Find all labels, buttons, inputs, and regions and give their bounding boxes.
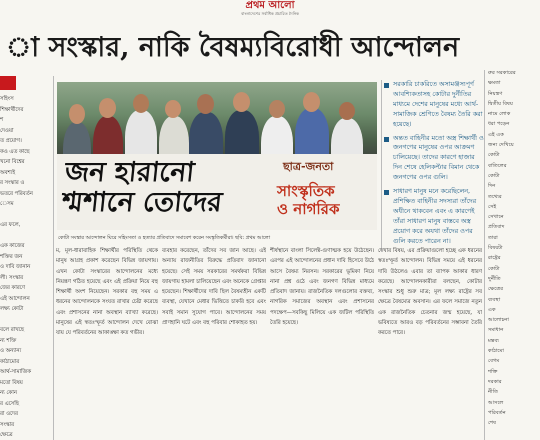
article-column-2: ব্যবহার করেছেন, তাঁদের সব জান আছে। এই অন্যায় রাজনীতির বিরুদ্ধে প্রতিবাদ জানানো হয়েছে। সেই সময় সরকারের সমর্থকরা বিভিন্ন জায়গায় হামলা চালিয়েছেন এবং অনেকে গ্রেপ্তার হয়েছেন। শিক্ষার্থীদের দাবি ছিল বৈষম্যহীন একটি ব্যবস্থা, যেখানে মেধার ভিত্তিতে চাকরি হবে এবং সবাই সমান সুযোগ পাবে। আন্দোলনের সময় প্রাণহানি ঘটে এবং বহু পরিবার শোকাহত হয়।: [162, 248, 266, 327]
highlight-text: অন্তত বাহিনীর মতো অস্ত্র শিক্ষার্থী ও জনগণের মানুষের ওপর আক্রমণ চালিয়েছে। তাদের কারণে হাজার দিন শেষে হেলিকপ্টার বিমান থেকে জনগণের ওপর গুলি।: [393, 133, 484, 182]
left-column-line: ন্য কোন: [0, 390, 17, 396]
article-column-1: ম, মূল-ধারাবাহিক শিক্ষার্থীর পরিস্থিতি থেকে মানুষ আগ্রহ প্রকাশ করেছেন বিভিন্ন জায়গায়। এখন কোটা সংস্কারের আন্দোলনের মধ্যে নিয়ন্ত্রণ গঠিত হয়েছে এবং এই প্রক্রিয়া নিয়ে বহু শিক্ষার্থী অংশ নিয়েছেন। সরকার বহু সময় এ ধরনের আন্দোলনকে সংযত রাখার চেষ্টা করেছে এবং প্রশাসনের নানা অবস্থান ব্যাখ্যা করেছে। মানুষের এই স্বতঃস্ফূর্ত আন্দোলন দেখে বোঝা যায় যে পরিবর্তনের আকাঙ্ক্ষা কত গভীর।: [56, 248, 158, 337]
right-column-line: আসলে: [488, 399, 504, 406]
right-column-line: আলোচনা: [488, 317, 509, 324]
banner-main-text: [59, 158, 276, 226]
right-column-line: তথ্যের: [488, 193, 502, 200]
banner-right-line-1: সাংস্কৃতিক: [277, 182, 335, 200]
column-divider: [381, 80, 382, 252]
left-column-line: অবশ্যই: [0, 169, 15, 176]
left-column-line: দেওয়া: [0, 127, 14, 134]
right-column-line: এই এক: [488, 131, 504, 138]
right-column-line: বেগম: [488, 358, 500, 365]
article-headline: া সংস্কার, নাকি বৈষম্যবিরোধী আন্দোলন: [6, 32, 460, 63]
left-column-line: কও এত কাছে: [0, 148, 30, 155]
bullet-square-icon: [384, 83, 389, 88]
right-column-line: শক্তি: [488, 368, 498, 375]
left-column-line: ন্য শক্তি: [0, 337, 17, 344]
left-column-line: শ: [0, 117, 4, 123]
left-column-line: এর ফলে,: [0, 222, 21, 228]
bullet-square-icon: [384, 190, 389, 195]
right-column-line: প্রতিবাদ: [488, 224, 505, 231]
article-column-3: শীর্ষস্থানে বাংলা সিলেক্ট-গুণাত্মক হয়ে উঠেছেন। এরপর এই আন্দোলনের প্রধান দাবি হিসেবে উঠে আসে বৈষম্য নিরসন। সরকারের ভূমিকা নিয়ে নানা প্রশ্ন ওঠে এবং জনগণ বিভিন্ন মাধ্যমে প্রতিবাদ জানায়। রাজনৈতিক দলগুলোর বক্তব্য, নাগরিক সমাজের অবস্থান এবং প্রশাসনের পদক্ষেপ—সবকিছু মিলিয়ে এক জটিল পরিস্থিতি তৈরি হয়েছে।: [270, 248, 374, 327]
left-column-line: এক কাজের: [0, 243, 25, 249]
highlight-text: সরকারি চাকরিতে অসামঞ্জস্যপূর্ণ আবশ্যিকতাসহ কোটার দুর্নীতির মাধ্যমে দেশের মানুষের মধ্যে আর্থ-সামাজিক শ্রেণিতে বৈষম্য তৈরি করা হয়েছে।: [393, 80, 483, 128]
left-column-line: সংস্কার: [0, 421, 15, 428]
right-column-line: ব্যবস্থা: [488, 296, 501, 303]
left-column-line: শিক্ষার্থীদের: [0, 106, 24, 113]
highlight-item: [384, 187, 484, 246]
highlight-item: [384, 80, 484, 130]
right-column-line: তারা: [488, 234, 498, 241]
highlight-box: [384, 80, 484, 252]
right-column-line: সেই: [488, 203, 497, 210]
left-column-line: খনো বিশ্বের: [0, 159, 25, 165]
left-column-line: আর্থ-সামাজিক: [0, 369, 31, 375]
article-photo: [57, 82, 377, 230]
left-column-line: জের কারণে: [0, 285, 25, 291]
right-column-line: দরকার: [488, 378, 502, 385]
right-column-line: কোটা: [488, 265, 500, 272]
right-column-line: নীতি: [488, 389, 498, 396]
masthead: [180, 0, 360, 22]
column-divider: [53, 76, 54, 440]
right-column-line: ক্ষমতা: [488, 80, 501, 87]
left-column-line: শক্তির জন: [0, 253, 23, 260]
left-column-line: েসম: [0, 201, 14, 207]
right-column-line: দুর্নীতি: [488, 275, 501, 282]
right-column-line: নিয়ন্ত্রণ: [488, 90, 503, 97]
left-column-line: বলে রাখছে: [0, 327, 24, 333]
bullet-square-icon: [384, 137, 389, 142]
left-column-line: রা ওদের: [0, 411, 18, 417]
right-column-line: দিন: [488, 183, 496, 190]
section-marker: [0, 76, 16, 90]
right-column-line: সেখানে: [488, 214, 504, 221]
left-column-line: লক্ষ্য কোটা: [0, 306, 24, 312]
left-column-line: লী। সংস্কার: [0, 274, 24, 281]
right-column-line: কোটা: [488, 152, 500, 159]
left-column-line: মতো বিষয়: [0, 379, 23, 386]
right-column-line: দ্বিতীয় বিষয়: [488, 100, 513, 107]
banner-right-top: ছাত্র-জনতা: [283, 160, 334, 173]
column-divider: [484, 70, 485, 440]
left-column-line: ত প্রয়োগ।: [0, 138, 22, 144]
highlight-item: [384, 134, 484, 184]
right-column-line: নামে লোক: [488, 111, 511, 118]
left-column-line: ভতরে পরিবর্তন: [0, 190, 33, 197]
right-column-line: শেষ: [488, 420, 497, 427]
right-column-line: কাঠামো: [488, 348, 504, 355]
right-column-line: এক: [488, 306, 496, 313]
banner-line-1: জন হারানো: [63, 157, 196, 188]
left-column-line: এই আন্দোলন: [0, 295, 30, 302]
highlight-text: সাধারণ মানুষ মনে করেছিলেন, প্রশিক্ষিত বাহিনীর সদস্যরা তাঁদের অধীনে থাকবেন এবং এ কারণেই তাঁরা সাধারণ মানুষ বাস্তবে অস্ত্র প্রয়োগ করে অযথা তাঁদের ওপর গুলি করতে পারেন না।: [393, 187, 477, 245]
left-column-text: [0, 76, 52, 440]
right-column-line: সমাধান: [488, 327, 504, 334]
banner-right-text: [277, 182, 339, 218]
left-column-line: কাঠামোর: [0, 358, 20, 365]
right-column-line: ধরা পড়েন: [488, 121, 510, 128]
banner-right-line-2: ও নাগরিক: [277, 200, 340, 218]
left-column-line: ক্ষেত্রে: [0, 432, 13, 438]
left-column-line: ও অন্যান্য: [0, 348, 22, 354]
photo-caption: কোটা সংস্কার আন্দোলন ঘিরে সহিংসতা ও হত্যার প্রতিবাদে সমাবেশ করেন সংস্কৃতিকর্মীরা। ছবি: প্রথম আলো: [58, 235, 271, 241]
article-column-4: দেখার বিষয়, এর প্রক্রিয়াগুলো হচ্ছে এক ধরনের স্বতঃস্ফূর্ত আন্দোলন। বিভিন্ন সময়ে এই ধরনের দাবি উঠলেও এবার তা ব্যাপক আকার ধারণ করেছে। আন্দোলনকারীরা বলছেন, কোটার সংস্কার শুধু শুরু মাত্র; মূল লক্ষ্য রাষ্ট্রের সব ক্ষেত্রে বৈষম্যের অবসান। এর ফলে সমাজে নতুন এক রাজনৈতিক চেতনার জন্ম হয়েছে, যা ভবিষ্যতে আরও বড় পরিবর্তনের সম্ভাবনা তৈরি করতে পারে।: [378, 248, 482, 337]
right-column-line: বাতিলের: [488, 162, 507, 169]
protest-banner: [57, 154, 377, 230]
left-column-line: সহিংস: [0, 96, 14, 102]
banner-line-2: শ্মশানে তোদের: [60, 187, 224, 218]
newspaper-tagline: বাংলাদেশের সর্বাধিক প্রচারিত দৈনিক: [241, 11, 299, 16]
newspaper-logo: প্রথম আলো: [245, 0, 295, 11]
left-column-line: র সংস্কার ও: [0, 180, 25, 186]
right-column-line: রুর সরকারের: [488, 70, 516, 76]
right-column-line: বিষয়টা: [488, 245, 503, 252]
right-column-line: ক্ষেত্রের: [488, 286, 504, 293]
right-column-line: জন্য দেখিয়ে: [488, 142, 514, 149]
right-column-line: রাষ্ট্রের: [488, 255, 501, 262]
right-column-line: পরিবর্তন: [488, 409, 506, 416]
left-column-line: ও দাবি জানান: [0, 264, 31, 270]
right-column-line: কোটা: [488, 172, 500, 179]
right-column-line: মন্তব্য: [488, 337, 499, 344]
left-column-line: র এসেছি: [0, 400, 19, 407]
right-column-text: [488, 68, 540, 440]
